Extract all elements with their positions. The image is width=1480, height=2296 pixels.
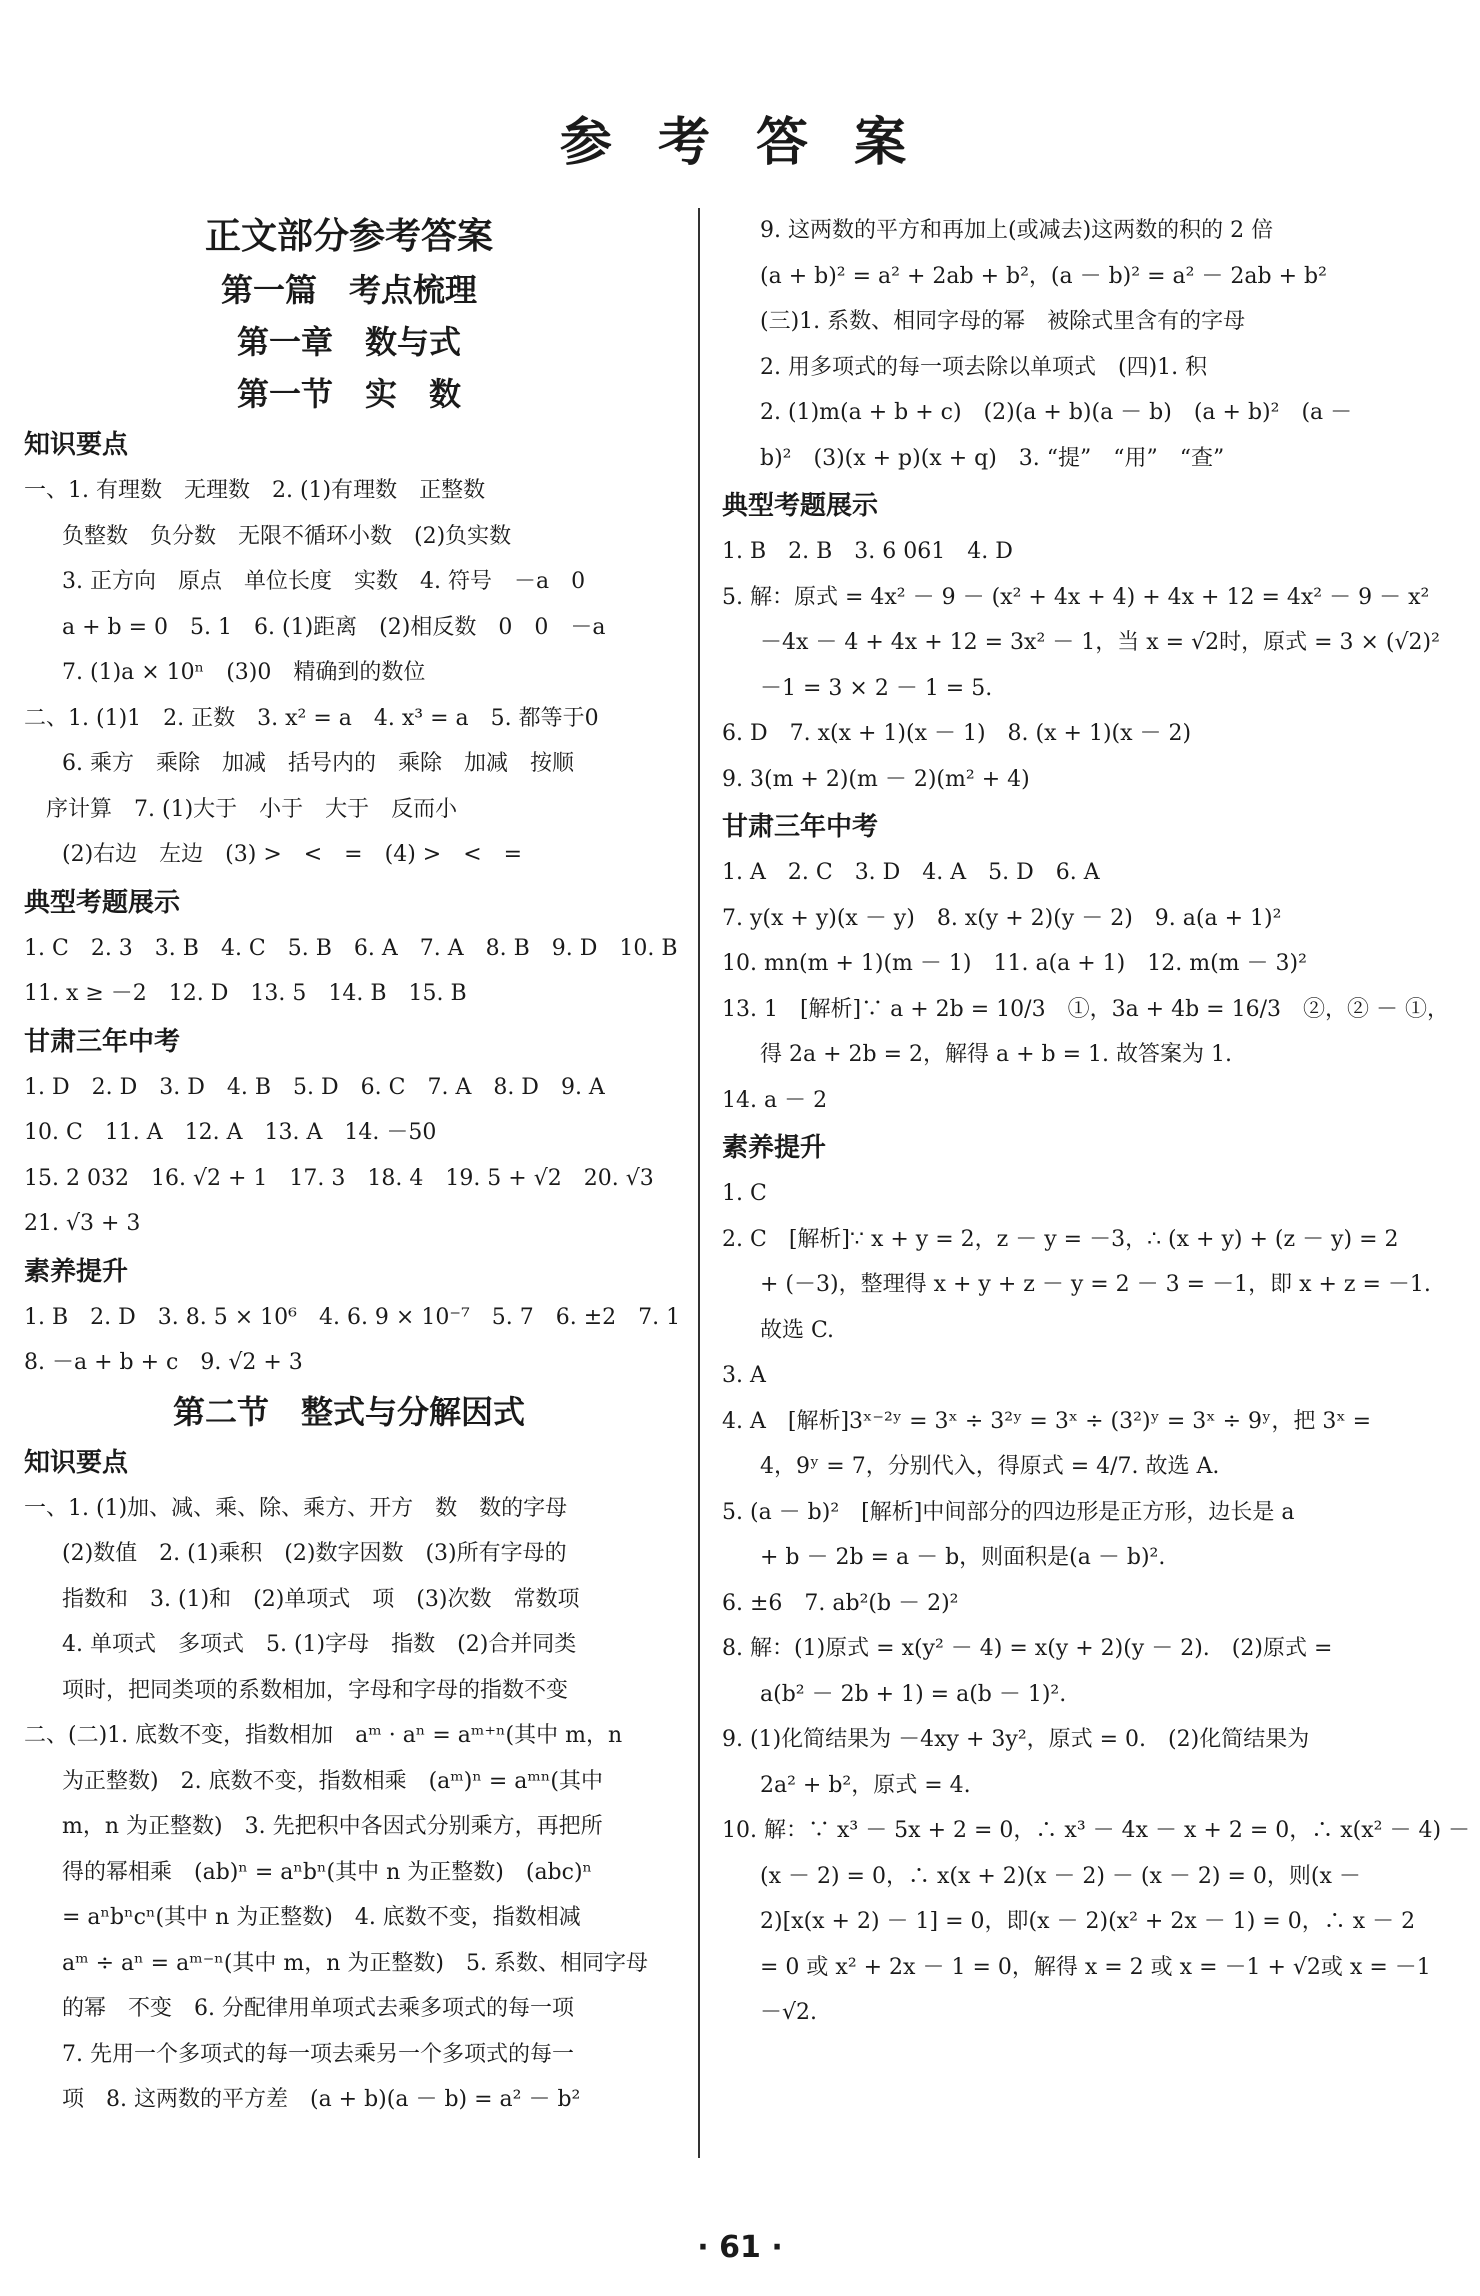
- text-line: 8. －a + b + c 9. √2 + 3: [24, 1350, 303, 1375]
- text-line: (a + b)² = a² + 2ab + b²，(a － b)² = a² － 2ab + b²: [760, 263, 1327, 289]
- s1-gansu-heading: 甘肃三年中考: [24, 1026, 181, 1057]
- text-line: 4. A [解析]3ˣ⁻²ʸ = 3ˣ ÷ 3²ʸ = 3ˣ ÷ (3²)ʸ = 3ˣ ÷ 9ʸ，把 3ˣ =: [722, 1408, 1372, 1434]
- s1-knowledge-heading: 知识要点: [24, 430, 129, 460]
- text-line: －4x － 4 + 4x + 12 = 3x² － 1，当 x = √2时，原式 = 3 × (√2)²: [760, 630, 1440, 655]
- text-line: 2a² + b²，原式 = 4.: [760, 1772, 971, 1798]
- continued-answers: [722, 208, 1372, 481]
- text-line: －1 = 3 × 2 － 1 = 5.: [760, 675, 993, 701]
- text-line: 3. 正方向 原点 单位长度 实数 4. 符号 －a 0: [62, 569, 586, 594]
- text-line: 2. 用多项式的每一项去除以单项式 (四)1. 积: [760, 354, 1208, 380]
- text-line: 1. A 2. C 3. D 4. A 5. D 6. A: [722, 860, 1100, 885]
- text-line: 9. (1)化简结果为 －4xy + 3y²，原式 = 0. (2)化简结果为: [722, 1727, 1310, 1752]
- text-line: 故选 C.: [760, 1317, 835, 1343]
- text-line: a + b = 0 5. 1 6. (1)距离 (2)相反数 0 0 －a: [62, 614, 606, 640]
- gansu-heading: 甘肃三年中考: [722, 812, 879, 842]
- text-line: = aⁿbⁿcⁿ(其中 n 为正整数) 4. 底数不变，指数相减: [62, 1905, 581, 1930]
- text-line: 得 2a + 2b = 2，解得 a + b = 1. 故答案为 1.: [760, 1042, 1233, 1067]
- left-column: [24, 208, 681, 2123]
- text-line: 6. 乘方 乘除 加减 括号内的 乘除 加减 按顺: [62, 751, 574, 776]
- text-line: 10. 解：∵ x³ － 5x + 2 = 0，∴ x³ － 4x － x + 2 = 0，∴ x(x² － 4) －: [722, 1818, 1471, 1843]
- typical-heading: 典型考题展示: [722, 491, 879, 521]
- text-line: 一、1. 有理数 无理数 2. (1)有理数 正整数: [24, 478, 486, 503]
- text-line: 9. 3(m + 2)(m － 2)(m² + 4): [722, 766, 1030, 792]
- text-line: 5. (a － b)² [解析]中间部分的四边形是正方形，边长是 a: [722, 1499, 1295, 1525]
- improve-heading: 素养提升: [722, 1133, 827, 1163]
- text-line: (三)1. 系数、相同字母的幂 被除式里含有的字母: [760, 309, 1246, 334]
- text-line: 8. 解：(1)原式 = x(y² － 4) = x(y + 2)(y － 2). (2)原式 =: [722, 1636, 1333, 1661]
- text-line: 6. ±6 7. ab²(b － 2)²: [722, 1590, 959, 1616]
- text-line: 1. C 2. 3 3. B 4. C 5. B 6. A 7. A 8. B 9. D 10. B: [24, 935, 678, 961]
- text-line: (x － 2) = 0，∴ x(x + 2)(x － 2) － (x － 2) = 0，则(x －: [760, 1863, 1361, 1889]
- text-line: (2)数值 2. (1)乘积 (2)数字因数 (3)所有字母的: [62, 1541, 567, 1566]
- text-line: 负整数 负分数 无限不循环小数 (2)负实数: [62, 523, 512, 549]
- text-line: 21. √3 + 3: [24, 1211, 141, 1236]
- right-column: [722, 208, 1471, 2036]
- s1-knowledge-list: [24, 468, 674, 878]
- text-line: 7. y(x + y)(x － y) 8. x(y + 2)(y － 2) 9. a(a + 1)²: [722, 905, 1282, 931]
- text-line: 二、1. (1)1 2. 正数 3. x² = a 4. x³ = a 5. 都等于0: [24, 705, 599, 731]
- text-line: 1. D 2. D 3. D 4. B 5. D 6. C 7. A 8. D 9. A: [24, 1074, 605, 1100]
- text-line: 2)[x(x + 2) － 1] = 0，即(x － 2)(x² + 2x － 1) = 0，∴ x － 2: [760, 1909, 1416, 1934]
- column-divider: [698, 208, 700, 2158]
- page-number: · 61 ·: [697, 2230, 783, 2265]
- text-line: 7. (1)a × 10ⁿ (3)0 精确到的数位: [62, 660, 426, 685]
- text-line: 2. (1)m(a + b + c) (2)(a + b)(a － b) (a + b)² (a －: [760, 400, 1353, 425]
- text-line: 5. 解：原式 = 4x² － 9 － (x² + 4x + 4) + 4x + 12 = 4x² － 9 － x²: [722, 584, 1430, 610]
- text-line: 一、1. (1)加、减、乘、除、乘方、开方 数 数的字母: [24, 1495, 568, 1521]
- s1-improve-heading: 素养提升: [24, 1256, 129, 1287]
- page-title: 参 考 答 案: [559, 112, 921, 173]
- text-line: 1. C: [722, 1181, 767, 1206]
- text-line: b)² (3)(x + p)(x + q) 3. “提” “用” “查”: [760, 445, 1225, 471]
- text-line: 二、(二)1. 底数不变，指数相加 aᵐ · aⁿ = aᵐ⁺ⁿ(其中 m，n: [24, 1723, 623, 1748]
- text-line: 1. B 2. D 3. 8. 5 × 10⁶ 4. 6. 9 × 10⁻⁷ 5. 7 6. ±2 7. 1: [24, 1304, 681, 1330]
- text-line: 15. 2 032 16. √2 + 1 17. 3 18. 4 19. 5 + √2 20. √3: [24, 1165, 654, 1191]
- text-line: 9. 这两数的平方和再加上(或减去)这两数的积的 2 倍: [760, 218, 1274, 243]
- part-heading: 正文部分参考答案: [204, 215, 493, 257]
- text-line: 项时，把同类项的系数相加，字母和字母的指数不变: [62, 1677, 569, 1703]
- text-line: 11. x ≥ －2 12. D 13. 5 14. B 15. B: [24, 981, 467, 1006]
- text-line: 1. B 2. B 3. 6 061 4. D: [722, 539, 1013, 564]
- chapter-heading: 第一章 数与式: [236, 323, 461, 361]
- text-line: －√2.: [760, 2000, 818, 2025]
- text-line: 7. 先用一个多项式的每一项去乘另一个多项式的每一: [62, 2041, 574, 2067]
- chapter-part-heading: 第一篇 考点梳理: [220, 271, 477, 309]
- text-line: aᵐ ÷ aⁿ = aᵐ⁻ⁿ(其中 m，n 为正整数) 5. 系数、相同字母: [62, 1950, 648, 1976]
- text-line: 得的幂相乘 (ab)ⁿ = aⁿbⁿ(其中 n 为正整数) (abc)ⁿ: [62, 1859, 593, 1885]
- text-line: (2)右边 左边 (3) > < = (4) > < =: [62, 842, 523, 867]
- text-line: 3. A: [722, 1363, 766, 1388]
- text-line: 10. C 11. A 12. A 13. A 14. －50: [24, 1120, 437, 1145]
- text-line: + b － 2b = a － b，则面积是(a － b)².: [760, 1545, 1166, 1570]
- text-line: 项 8. 这两数的平方差 (a + b)(a － b) = a² － b²: [62, 2087, 581, 2112]
- s2-knowledge-heading: 知识要点: [24, 1447, 129, 1478]
- text-line: 13. 1 [解析]∵ a + 2b = 10/3 ①，3a + 4b = 16/3 ②，② － ①，: [722, 996, 1450, 1022]
- s2-knowledge-list: [24, 1486, 674, 2123]
- text-line: a(b² － 2b + 1) = a(b － 1)².: [760, 1681, 1067, 1707]
- text-line: 14. a － 2: [722, 1087, 828, 1113]
- text-line: m，n 为正整数) 3. 先把积中各因式分别乘方，再把所: [62, 1814, 603, 1839]
- text-line: 序计算 7. (1)大于 小于 大于 反而小: [46, 796, 458, 822]
- text-line: + (－3)，整理得 x + y + z － y = 2 － 3 = －1，即 x + z = －1.: [760, 1272, 1431, 1297]
- s1-typical-heading: 典型考题展示: [24, 887, 181, 918]
- text-line: = 0 或 x² + 2x － 1 = 0，解得 x = 2 或 x = －1 + √2或 x = －1: [760, 1954, 1431, 1980]
- text-line: 10. mn(m + 1)(m － 1) 11. a(a + 1) 12. m(m － 3)²: [722, 951, 1307, 976]
- text-line: 6. D 7. x(x + 1)(x － 1) 8. (x + 1)(x － 2): [722, 721, 1192, 746]
- text-line: 2. C [解析]∵ x + y = 2，z － y = －3，∴ (x + y) + (z － y) = 2: [722, 1226, 1399, 1252]
- text-line: 4. 单项式 多项式 5. (1)字母 指数 (2)合并同类: [62, 1632, 577, 1657]
- section1-heading: 第一节 实 数: [236, 375, 461, 413]
- text-line: 的幂 不变 6. 分配律用单项式去乘多项式的每一项: [62, 1996, 574, 2021]
- text-line: 4，9ʸ = 7，分别代入，得原式 = 4/7. 故选 A.: [760, 1454, 1220, 1479]
- section2-heading: 第二节 整式与分解因式: [172, 1392, 525, 1431]
- text-line: 为正整数) 2. 底数不变，指数相乘 (aᵐ)ⁿ = aᵐⁿ(其中: [62, 1768, 603, 1794]
- text-line: 指数和 3. (1)和 (2)单项式 项 (3)次数 常数项: [62, 1586, 580, 1612]
